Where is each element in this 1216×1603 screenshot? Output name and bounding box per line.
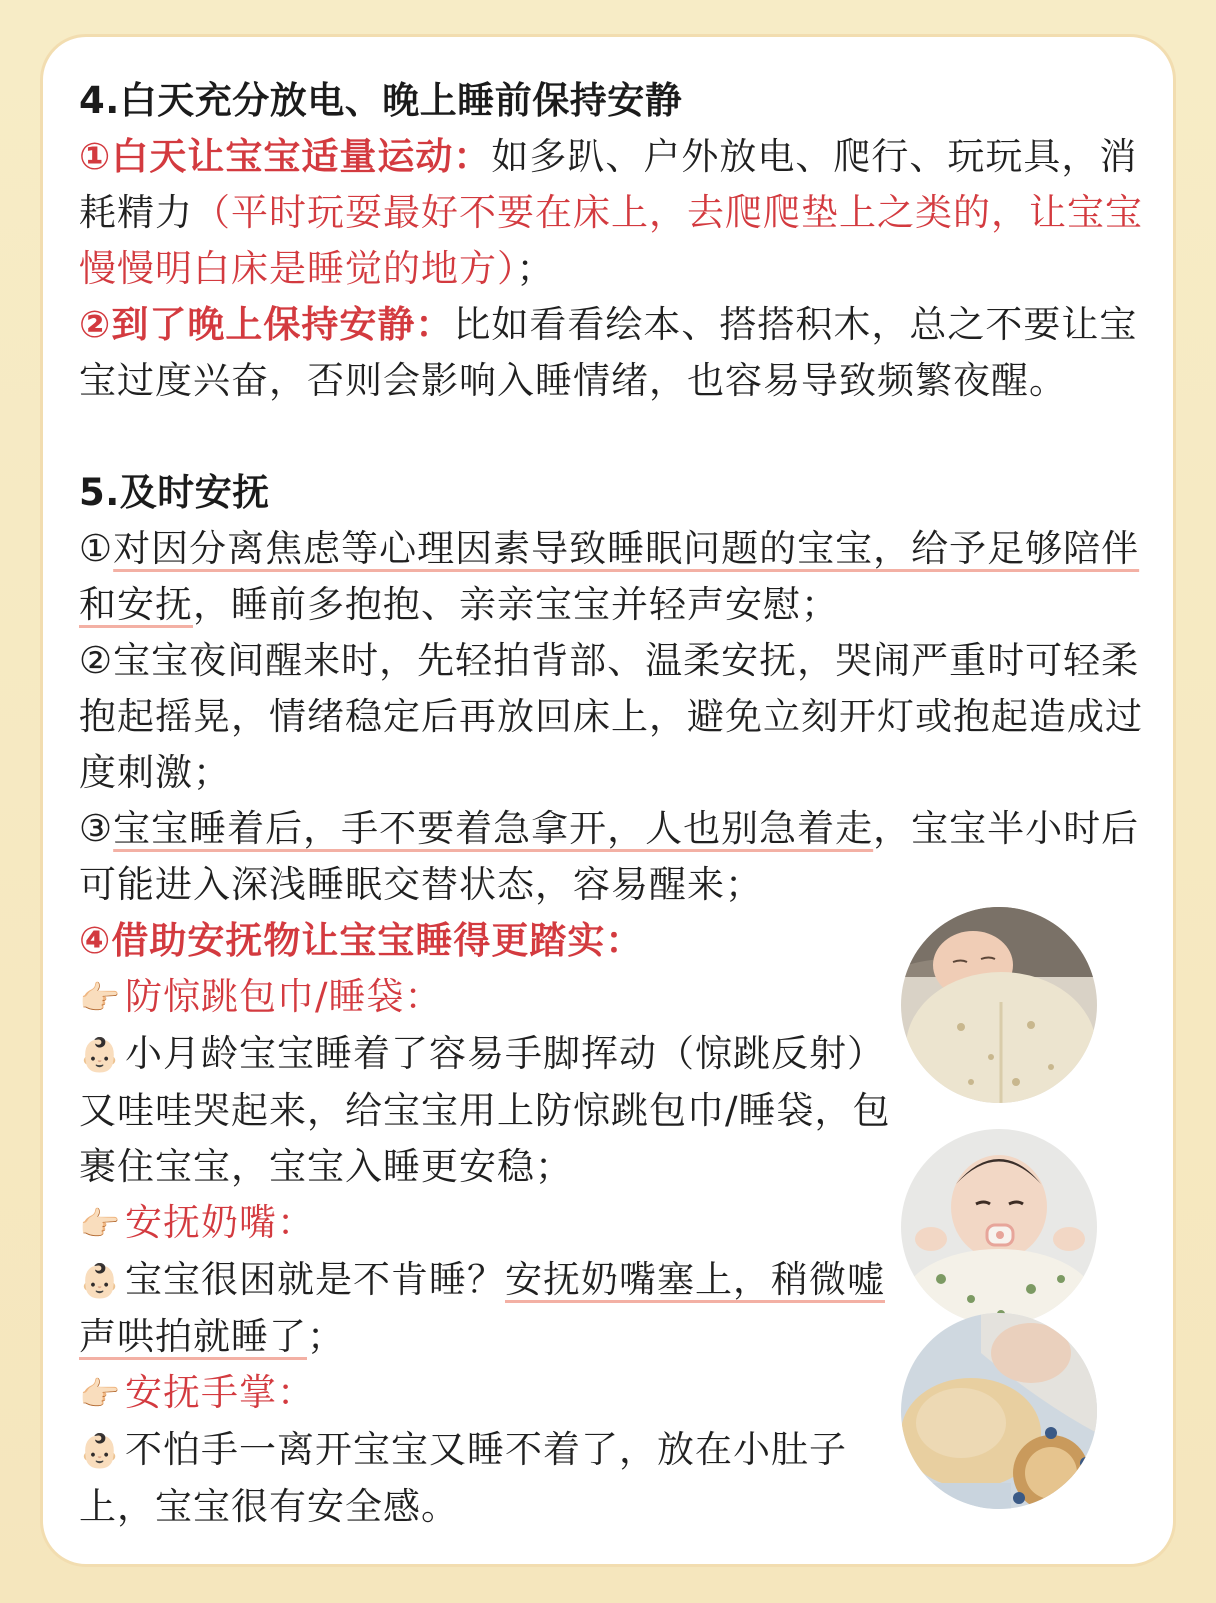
pointing-hand-icon: 👉🏻 — [79, 1374, 122, 1413]
sub3-text-row — [79, 1422, 899, 1535]
sub2-text-highlight: 安抚奶嘴塞上，稍微嘘声哄拍就睡了 — [79, 1258, 885, 1358]
section5-item3-text: ，宝宝半小时后可能进入深浅睡眠交替状态，容易醒来； — [79, 807, 1140, 906]
pacifier-baby-photo — [901, 1129, 1097, 1325]
section5-item1 — [79, 521, 1149, 633]
section4-item2 — [79, 297, 1149, 409]
sub1-title: 防惊跳包巾/睡袋： — [125, 975, 443, 1018]
section5-item2: ②宝宝夜间醒来时，先轻拍背部、温柔安抚，哭闹严重时可轻柔抱起摇晃，情绪稳定后再放回床上，避免立刻开灯或抱起造成过度刺激； — [79, 639, 1143, 794]
section4-item1 — [79, 129, 1149, 297]
sub2-text-pre: 宝宝很困就是不肯睡？ — [125, 1258, 505, 1301]
sub2-text-tail: ； — [307, 1315, 345, 1358]
section4-item1-note: （平时玩耍最好不要在床上，去爬爬垫上之类的，让宝宝慢慢明白床是睡觉的地方） — [79, 191, 1143, 290]
soothing-hand-photo — [901, 1313, 1097, 1509]
article-card — [40, 34, 1176, 1567]
sub2-text-row — [79, 1252, 899, 1365]
section5-item3 — [79, 801, 1149, 913]
section5-item4-head: ④借助安抚物让宝宝睡得更踏实： — [79, 919, 644, 962]
section4-item2-head: ②到了晚上保持安静： — [79, 303, 454, 346]
baby-icon: 👶🏻 — [79, 1431, 122, 1470]
section5-item1-text: ，睡前多抱抱、亲亲宝宝并轻声安慰； — [193, 583, 839, 626]
sub3-title: 安抚手掌： — [125, 1371, 315, 1414]
section5-title: 5.及时安抚 — [79, 471, 270, 514]
sub3-text: 不怕手一离开宝宝又睡不着了，放在小肚子上，宝宝很有安全感。 — [79, 1428, 847, 1528]
sub2-title: 安抚奶嘴： — [125, 1201, 315, 1244]
baby-icon: 👶🏻 — [79, 1035, 122, 1074]
sub1-text: 小月龄宝宝睡着了容易手脚挥动（惊跳反射）又哇哇哭起来，给宝宝用上防惊跳包巾/睡袋，包裹住宝宝，宝宝入睡更安稳； — [79, 1032, 891, 1188]
sub1-text-row — [79, 1026, 899, 1195]
section4-title: 4.白天充分放电、晚上睡前保持安静 — [79, 79, 683, 122]
section5-item1-mark: ① — [79, 527, 114, 570]
section4-item2-text: 比如看看绘本、搭搭积木，总之不要让宝宝过度兴奋，否则会影响入睡情绪，也容易导致频繁夜醒。 — [79, 303, 1138, 402]
section5-item1-highlight: 对因分离焦虑等心理因素导致睡眠问题的宝宝，给予足够陪伴和安抚 — [79, 527, 1140, 626]
section4-item1-head: ①白天让宝宝适量运动： — [79, 135, 492, 178]
section5-item3-highlight: 宝宝睡着后，手不要着急拿开，人也别急着走 — [113, 807, 874, 850]
sleeping-bag-baby-photo — [901, 907, 1097, 1103]
pointing-hand-icon: 👉🏻 — [79, 1204, 122, 1243]
pointing-hand-icon: 👉🏻 — [79, 978, 122, 1017]
section4-item1-text: 如多趴、户外放电、爬行、玩玩具，消耗精力 — [79, 135, 1138, 234]
baby-icon: 👶🏻 — [79, 1261, 122, 1300]
section4-item1-tail: ； — [516, 247, 555, 290]
section5-item3-mark: ③ — [79, 807, 114, 850]
